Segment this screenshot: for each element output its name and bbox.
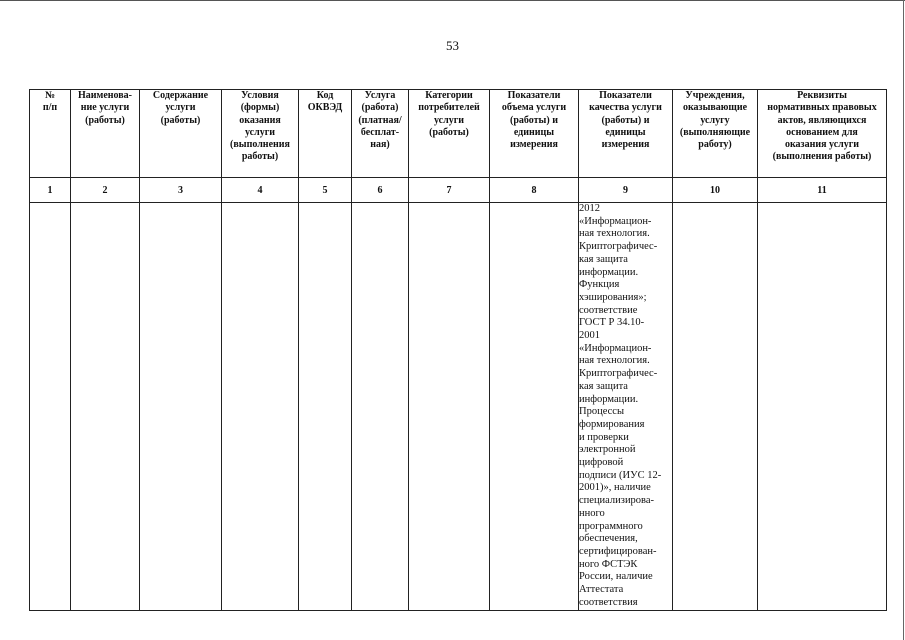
cell-conditions (222, 203, 299, 611)
header-cell-okved: Код ОКВЭД (299, 90, 352, 178)
cell-service-name (71, 203, 140, 611)
column-number-cell: 11 (758, 178, 887, 203)
column-number-cell: 8 (490, 178, 579, 203)
page-number: 53 (446, 38, 459, 53)
cell-quality-indicators: 2012 «Информацион- ная технология. Криптографичес- кая защита информации. Функция хэширования»; соответствие ГОСТ Р 34.10- 2001 «Информацион- ная технология. Криптографичес- кая защита информации. Процессы формирования и проверки электронной цифровой подписи (ИУС 12- 2001)», наличие специализирова- нного программного обеспечения, сертифицирован- ного ФСТЭК России, наличие Аттестата соответствия (579, 203, 673, 611)
column-number-row (30, 178, 887, 203)
header-row (30, 90, 887, 178)
header-cell-conditions: Условия (формы) оказания услуги (выполнения работы) (222, 90, 299, 178)
header-cell-service-content: Содержание услуги (работы) (140, 90, 222, 178)
header-cell-legal-acts: Реквизиты нормативных правовых актов, являющихся основанием для оказания услуги (выполнения работы) (758, 90, 887, 178)
scan-edge-top (0, 0, 905, 1)
column-number-cell: 7 (409, 178, 490, 203)
column-number-cell: 3 (140, 178, 222, 203)
column-number-cell: 9 (579, 178, 673, 203)
header-cell-number: № п/п (30, 90, 71, 178)
header-cell-consumer-categories: Категории потребителей услуги (работы) (409, 90, 490, 178)
table-row (30, 203, 887, 611)
header-cell-institutions: Учреждения, оказывающие услугу (выполняющие работу) (673, 90, 758, 178)
cell-service-content (140, 203, 222, 611)
header-cell-quality-indicators: Показатели качества услуги (работы) и единицы измерения (579, 90, 673, 178)
scan-edge-right (903, 0, 904, 640)
cell-okved (299, 203, 352, 611)
column-number-cell: 6 (352, 178, 409, 203)
header-cell-volume-indicators: Показатели объема услуги (работы) и единицы измерения (490, 90, 579, 178)
column-number-cell: 2 (71, 178, 140, 203)
cell-number (30, 203, 71, 611)
cell-paid-free (352, 203, 409, 611)
cell-legal-acts (758, 203, 887, 611)
column-number-cell: 1 (30, 178, 71, 203)
column-number-cell: 5 (299, 178, 352, 203)
services-table (29, 89, 887, 611)
table-header (30, 90, 887, 178)
cell-volume-indicators (490, 203, 579, 611)
column-number-cell: 4 (222, 178, 299, 203)
cell-consumer-categories (409, 203, 490, 611)
header-cell-paid-free: Услуга (работа) (платная/ бесплат- ная) (352, 90, 409, 178)
header-cell-service-name: Наименова- ние услуги (работы) (71, 90, 140, 178)
column-number-cell: 10 (673, 178, 758, 203)
cell-institutions (673, 203, 758, 611)
